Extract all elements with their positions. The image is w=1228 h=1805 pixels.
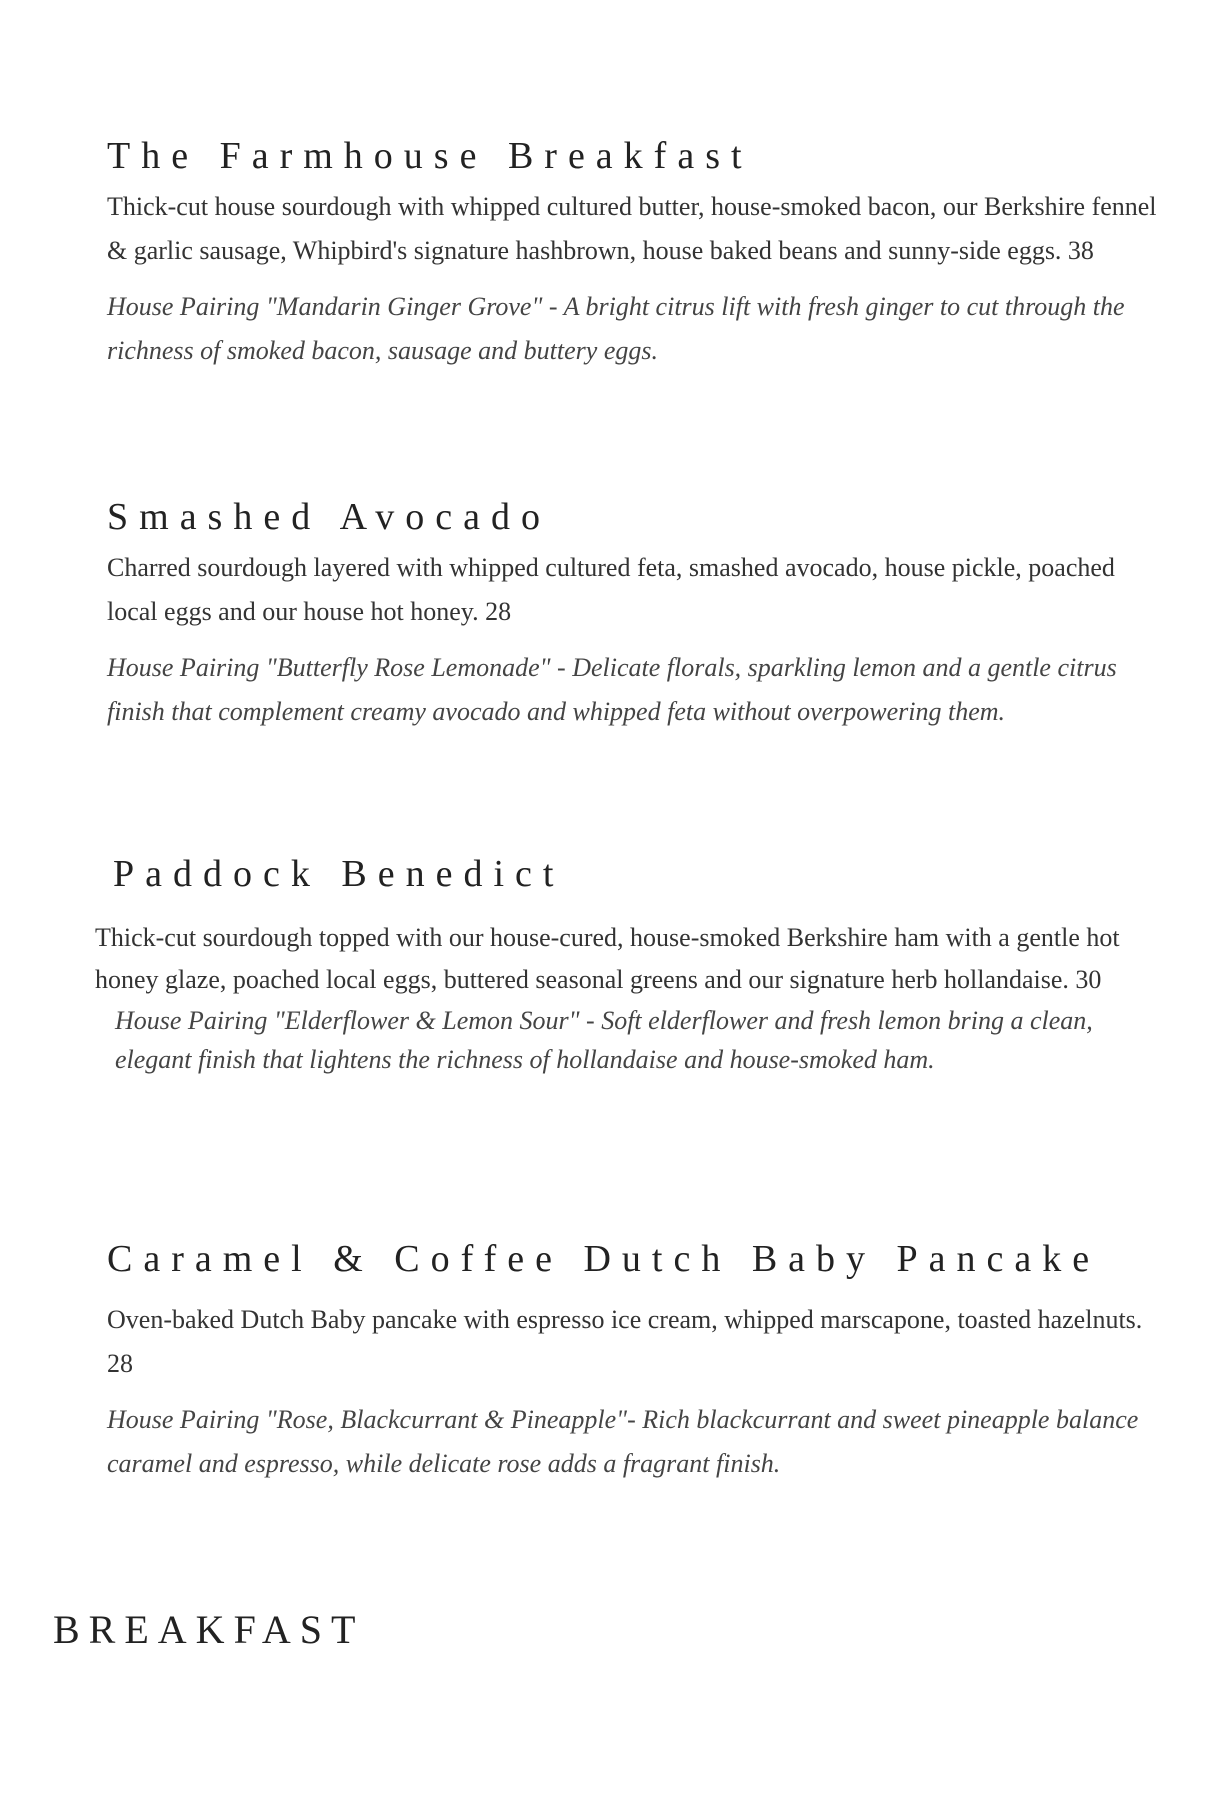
item-pairing: House Pairing "Rose, Blackcurrant & Pineapple"- Rich blackcurrant and sweet pineapple balance caramel and espresso, while delicate rose adds a fragrant finish. bbox=[107, 1405, 1139, 1478]
item-pairing: House Pairing "Butterfly Rose Lemonade" - Delicate florals, sparkling lemon and a gentle citrus finish that complement creamy avocado and whipped feta without overpowering them. bbox=[107, 653, 1117, 726]
item-description: Charred sourdough layered with whipped cultured feta, smashed avocado, house pickle, poached local eggs and our house hot honey. 28 bbox=[107, 553, 1115, 626]
menu-item-smashed-avocado bbox=[107, 494, 1157, 734]
item-title: Smashed Avocado bbox=[107, 496, 551, 538]
item-title: Paddock Benedict bbox=[113, 853, 565, 895]
item-description: Thick-cut sourdough topped with our house-cured, house-smoked Berkshire ham with a gentle hot honey glaze, poached local eggs, buttered seasonal greens and our signature herb hollandaise. 30 bbox=[95, 923, 1120, 994]
item-title: The Farmhouse Breakfast bbox=[107, 135, 753, 177]
menu-item-paddock-benedict bbox=[95, 851, 1145, 1079]
item-pairing: House Pairing "Elderflower & Lemon Sour" - Soft elderflower and fresh lemon bring a clean, elegant finish that lightens the richness of hollandaise and house-smoked ham. bbox=[115, 1006, 1093, 1074]
item-pairing: House Pairing "Mandarin Ginger Grove" - A bright citrus lift with fresh ginger to cut through the richness of smoked bacon, sausage and buttery eggs. bbox=[107, 292, 1125, 365]
menu-item-dutch-baby-pancake bbox=[107, 1236, 1157, 1486]
menu-item-farmhouse-breakfast bbox=[107, 133, 1157, 373]
section-title: BREAKFAST bbox=[53, 1607, 365, 1652]
item-description: Oven-baked Dutch Baby pancake with espresso ice cream, whipped marscapone, toasted hazelnuts. 28 bbox=[107, 1305, 1143, 1378]
item-title: Caramel & Coffee Dutch Baby Pancake bbox=[107, 1238, 1101, 1280]
item-description: Thick-cut house sourdough with whipped cultured butter, house-smoked bacon, our Berkshire fennel & garlic sausage, Whipbird's signature hashbrown, house baked beans and sunny-side eggs. 38 bbox=[107, 192, 1157, 265]
